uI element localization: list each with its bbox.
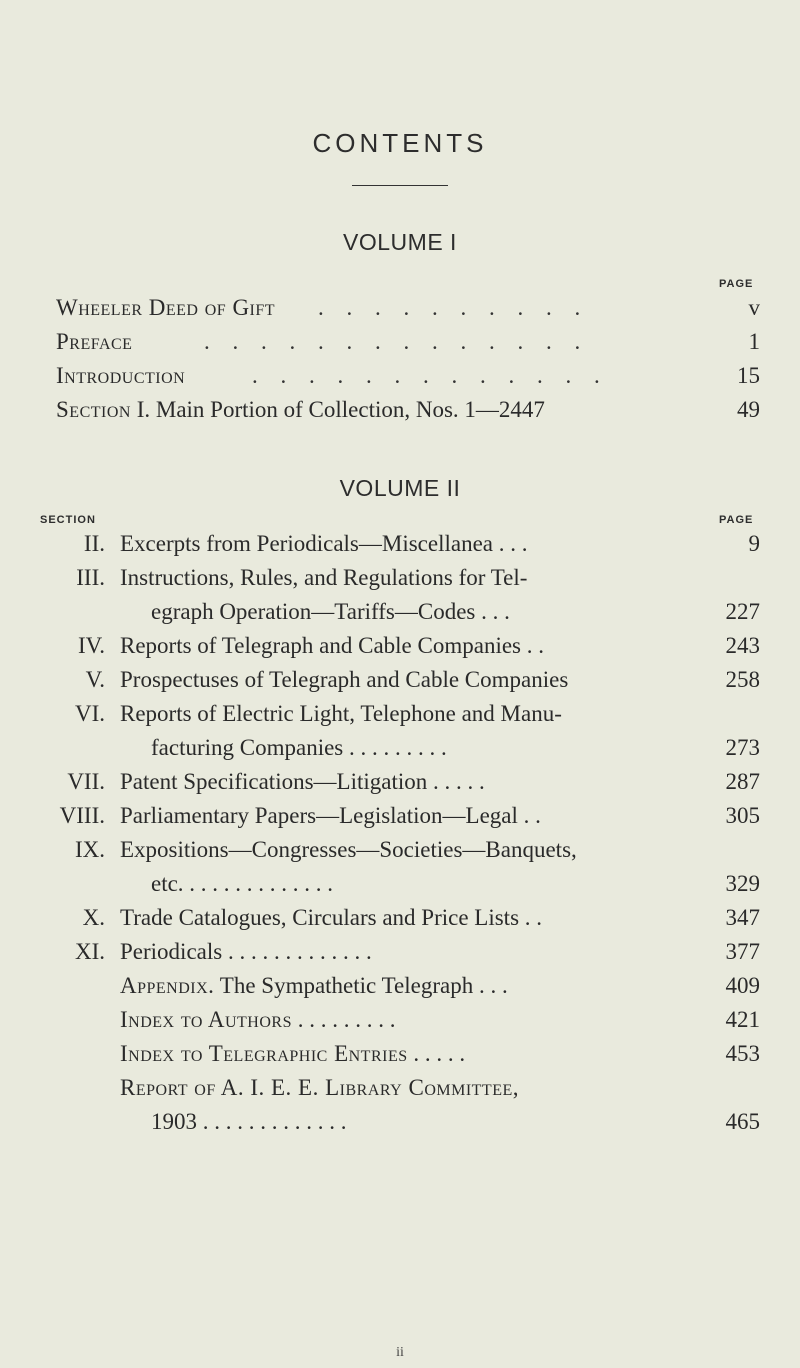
section-number: VI. — [74, 701, 105, 726]
extra-page: 409 — [725, 973, 760, 998]
volume-1-page-head: PAGE — [719, 278, 754, 290]
entry-page: 1 — [748, 329, 760, 354]
section-title: Reports of Telegraph and Cable Companies . . — [120, 633, 545, 658]
entry-page: v — [748, 295, 760, 320]
section-page: 9 — [748, 531, 760, 556]
section-page: 227 — [725, 599, 760, 624]
section-number: III. — [76, 565, 105, 590]
section-title: egraph Operation—Tariffs—Codes . . . — [151, 599, 510, 624]
entry-label: Preface — [56, 329, 133, 354]
leader-dots: . . . . . . . . . . . . . . — [204, 329, 589, 354]
extra-page: 453 — [725, 1041, 760, 1066]
section-title: Prospectuses of Telegraph and Cable Companies — [120, 667, 569, 692]
extra-title-rest: The Sympathetic Telegraph . . . — [214, 973, 508, 998]
section-title: etc. . . . . . . . . . . . . . — [151, 871, 334, 896]
entry-page: 15 — [737, 363, 760, 388]
entry-label: Wheeler Deed of Gift — [56, 295, 276, 320]
entry-label — [56, 393, 545, 427]
extra-title-sc: Report of A. I. E. E. Library Committee, — [120, 1075, 519, 1100]
section-title: Expositions—Congresses—Societies—Banquets, — [120, 837, 577, 862]
section-page: 329 — [725, 871, 760, 896]
extra-title-sc: Index to Telegraphic Entries — [120, 1041, 408, 1066]
entry-preface — [56, 325, 760, 359]
section-page: 243 — [725, 633, 760, 658]
section-page: 287 — [725, 769, 760, 794]
section-number: VIII. — [59, 803, 105, 828]
entry-label-rest: I. Main Portion of Collection, Nos. 1—2447 — [130, 397, 545, 422]
extra-title — [120, 1037, 465, 1071]
entry-section-1 — [56, 393, 760, 427]
section-number: VII. — [67, 769, 105, 794]
section-page: 273 — [725, 735, 760, 760]
title-rule — [352, 185, 448, 186]
section-page: 258 — [725, 667, 760, 692]
section-title: Instructions, Rules, and Regulations for Tel- — [120, 565, 528, 590]
section-number: IV. — [77, 633, 105, 658]
extra-title-rest: . . . . . . . . . — [291, 1007, 396, 1032]
section-title: Excerpts from Periodicals—Miscellanea . . . — [120, 531, 528, 556]
section-page: 347 — [725, 905, 760, 930]
section-title: Trade Catalogues, Circulars and Price Lists . . — [120, 905, 543, 930]
section-number: IX. — [74, 837, 105, 862]
section-number: X. — [82, 905, 105, 930]
entry-introduction — [56, 359, 760, 393]
page-folio: ii — [396, 1345, 404, 1360]
entry-label-sc: Section — [56, 397, 131, 422]
leader-dots: . . . . . . . . . . — [318, 295, 589, 320]
section-page: 305 — [725, 803, 760, 828]
extra-page: 465 — [725, 1109, 760, 1134]
extra-title — [120, 1071, 519, 1105]
section-number: XI. — [74, 939, 105, 964]
section-title: Patent Specifications—Litigation . . . . . — [120, 769, 485, 794]
section-title: facturing Companies . . . . . . . . . — [151, 735, 447, 760]
volume-2-page-head: PAGE — [719, 514, 754, 526]
extra-title — [120, 1003, 395, 1037]
section-number: II. — [83, 531, 105, 556]
extra-title-sc: Appendix. — [120, 973, 215, 998]
section-page: 377 — [725, 939, 760, 964]
volume-1-heading: VOLUME I — [343, 229, 457, 255]
extra-title — [151, 1105, 347, 1139]
section-title: Reports of Electric Light, Telephone and Manu- — [120, 701, 562, 726]
entry-page: 49 — [737, 397, 760, 422]
extra-title-rest: . . . . . — [407, 1041, 466, 1066]
extra-title-sc: Index to Authors — [120, 1007, 292, 1032]
leader-dots: . . . . . . . . . . . . . — [252, 363, 609, 388]
extra-title — [120, 969, 508, 1003]
extra-page: 421 — [725, 1007, 760, 1032]
volume-2-heading: VOLUME II — [339, 475, 461, 501]
extra-title-rest: 1903 . . . . . . . . . . . . . — [151, 1109, 347, 1134]
section-number: V. — [85, 667, 105, 692]
page-title: CONTENTS — [312, 128, 488, 158]
entry-wheeler-deed — [56, 291, 760, 325]
entry-label: Introduction — [56, 363, 186, 388]
section-title: Periodicals . . . . . . . . . . . . . — [120, 939, 372, 964]
section-title: Parliamentary Papers—Legislation—Legal . . — [120, 803, 541, 828]
volume-2-section-head: SECTION — [40, 514, 96, 526]
